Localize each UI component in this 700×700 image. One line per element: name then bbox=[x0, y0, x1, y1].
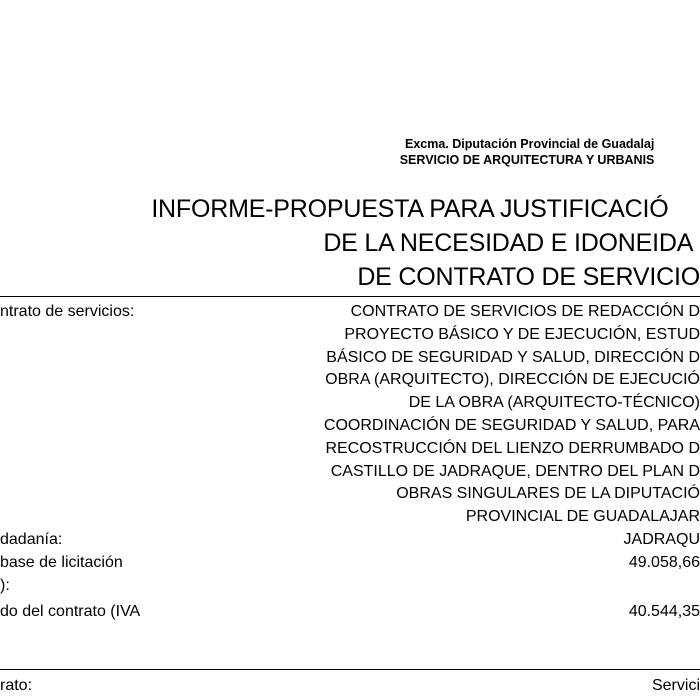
contract-description-line: CONTRATO DE SERVICIOS DE REDACCIÓN D bbox=[350, 303, 700, 320]
title-line-1: INFORME-PROPUESTA PARA JUSTIFICACIÓ bbox=[151, 195, 669, 223]
contract-description-line: RECOSTRUCCIÓN DEL LIENZO DERRUMBADO D bbox=[325, 439, 700, 457]
contract-description-line: PROYECTO BÁSICO Y DE EJECUCIÓN, ESTUD bbox=[344, 325, 700, 343]
title-line-3: DE CONTRATO DE SERVICIO bbox=[357, 263, 700, 291]
organization-header bbox=[378, 136, 654, 168]
contract-type-label: rato: bbox=[0, 677, 33, 694]
contract-description-line: OBRA (ARQUITECTO), DIRECCIÓN DE EJECUCIÓ bbox=[325, 371, 700, 389]
title-line-2: DE LA NECESIDAD E IDONEIDA bbox=[323, 229, 694, 257]
contract-description-line: PROVINCIAL DE GUADALAJAR bbox=[465, 508, 700, 526]
contract-description bbox=[324, 301, 700, 529]
contract-description-line: OBRAS SINGULARES DE LA DIPUTACIÓ bbox=[396, 485, 700, 503]
header-divider bbox=[0, 296, 700, 297]
town-value: JADRAQU bbox=[623, 531, 700, 548]
budget-label-continued: ): bbox=[0, 577, 10, 594]
contract-description-line: CASTILLO DE JADRAQUE, DENTRO DEL PLAN D bbox=[330, 462, 700, 480]
organization-name: Excma. Diputación Provincial de Guadalaj bbox=[405, 137, 655, 151]
section-divider bbox=[0, 669, 700, 670]
estimated-value-label: do del contrato (IVA bbox=[0, 603, 141, 620]
contract-description-line: COORDINACIÓN DE SEGURIDAD Y SALUD, PARA bbox=[323, 416, 700, 434]
contract-description-line: DE LA OBRA (ARQUITECTO-TÉCNICO) bbox=[408, 394, 700, 412]
town-label: dadanía: bbox=[0, 531, 63, 548]
contract-description-line: BÁSICO DE SEGURIDAD Y SALUD, DIRECCIÓN D bbox=[326, 348, 700, 366]
department-name: SERVICIO DE ARQUITECTURA Y URBANIS bbox=[399, 153, 655, 167]
contract-label: ntrato de servicios: bbox=[0, 303, 135, 320]
budget-value: 49.058,66 bbox=[628, 554, 700, 571]
budget-label: base de licitación bbox=[0, 554, 123, 571]
estimated-value: 40.544,35 bbox=[628, 603, 700, 620]
document-title bbox=[151, 192, 700, 294]
contract-type-value: Servici bbox=[651, 677, 700, 694]
